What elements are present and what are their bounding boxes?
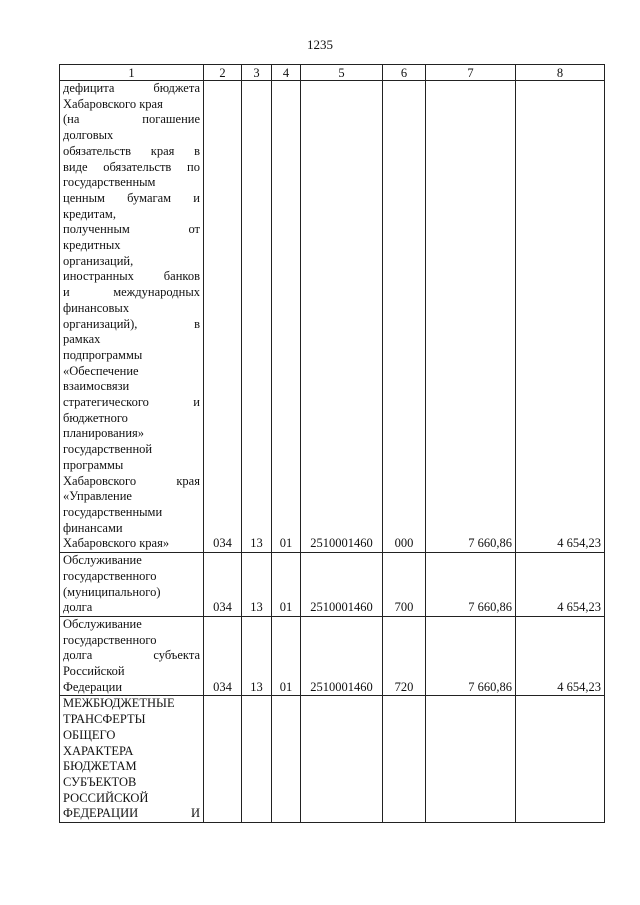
description-line: СУБЪЕКТОВ (63, 774, 137, 789)
description-line: Обслуживание (63, 616, 142, 631)
row-description (60, 553, 204, 617)
description-line: стратегического и (63, 395, 200, 410)
cell-amount-c7: 7 660,86 (426, 553, 516, 617)
column-header: 8 (516, 65, 605, 81)
description-line: подпрограммы (63, 347, 143, 362)
header-row (60, 65, 605, 81)
description-line: государственной (63, 442, 153, 457)
description-line: (муниципального) (63, 584, 161, 599)
cell-c5 (301, 696, 383, 823)
description-line: дефицита бюджета (63, 81, 200, 95)
description-line: «Обеспечение (63, 363, 139, 378)
description-line: долга (63, 600, 93, 615)
description-line: Хабаровского края (63, 96, 163, 111)
cell-c4: 01 (272, 553, 301, 617)
cell-c2: 034 (204, 81, 242, 553)
description-line: Обслуживание (63, 553, 142, 568)
cell-c2 (204, 696, 242, 823)
description-line: государственным (63, 175, 156, 190)
cell-c3: 13 (242, 81, 272, 553)
description-line: Федерации (63, 679, 123, 694)
table-row (60, 696, 605, 823)
description-line: ФЕДЕРАЦИИ И (63, 806, 200, 821)
description-line: Хабаровского края (63, 473, 200, 488)
description-line: долга субъекта (63, 648, 200, 663)
cell-amount-c7: 7 660,86 (426, 81, 516, 553)
description-line: иностранных банков (63, 269, 200, 284)
cell-c5: 2510001460 (301, 553, 383, 617)
description-line: государственного (63, 568, 157, 583)
budget-table (59, 64, 605, 823)
description-line: БЮДЖЕТАМ (63, 759, 137, 774)
cell-c6 (383, 696, 426, 823)
page-number: 1235 (307, 37, 333, 52)
description-line: финансовых (63, 300, 130, 315)
description-line: ТРАНСФЕРТЫ (63, 712, 146, 727)
cell-c5: 2510001460 (301, 81, 383, 553)
row-description (60, 696, 204, 823)
description-line: МЕЖБЮДЖЕТНЫЕ (63, 696, 175, 711)
description-line: кредитам, (63, 206, 116, 221)
cell-amount-c8: 4 654,23 (516, 616, 605, 696)
description-line: ОБЩЕГО (63, 727, 116, 742)
cell-c3 (242, 696, 272, 823)
column-header: 1 (60, 65, 204, 81)
cell-c6: 000 (383, 81, 426, 553)
cell-amount-c7: 7 660,86 (426, 616, 516, 696)
description-line: государственными (63, 504, 163, 519)
description-line: рамках (63, 332, 101, 347)
description-line: обязательств края в (63, 143, 200, 158)
cell-amount-c8: 4 654,23 (516, 81, 605, 553)
cell-c2: 034 (204, 616, 242, 696)
description-line: организаций, (63, 253, 134, 268)
description-line: планирования» (63, 426, 145, 441)
description-line: бюджетного (63, 410, 128, 425)
table-row (60, 616, 605, 696)
cell-c3: 13 (242, 553, 272, 617)
cell-c2: 034 (204, 553, 242, 617)
description-line: взаимосвязи (63, 379, 130, 394)
description-line: (на погашение (63, 112, 200, 127)
description-line: и международных (63, 285, 200, 300)
description-line: ХАРАКТЕРА (63, 743, 134, 758)
cell-c6: 720 (383, 616, 426, 696)
column-header: 3 (242, 65, 272, 81)
description-line: финансами (63, 520, 123, 535)
cell-c4: 01 (272, 81, 301, 553)
cell-c3: 13 (242, 616, 272, 696)
table-body (60, 81, 605, 823)
column-header: 6 (383, 65, 426, 81)
description-line: виде обязательств по (63, 159, 200, 174)
cell-c6: 700 (383, 553, 426, 617)
description-line: полученным от (63, 222, 200, 237)
description-line: РОССИЙСКОЙ (63, 790, 149, 805)
cell-amount-c7 (426, 696, 516, 823)
description-line: программы (63, 457, 124, 472)
cell-c5: 2510001460 (301, 616, 383, 696)
cell-amount-c8: 4 654,23 (516, 553, 605, 617)
description-line: организаций), в (63, 316, 200, 331)
description-line: Хабаровского края» (63, 536, 170, 551)
table-row (60, 81, 605, 553)
column-header: 2 (204, 65, 242, 81)
description-line: «Управление (63, 489, 132, 504)
cell-c4: 01 (272, 616, 301, 696)
table-row (60, 553, 605, 617)
cell-amount-c8 (516, 696, 605, 823)
description-line: кредитных (63, 238, 121, 253)
column-header: 4 (272, 65, 301, 81)
description-line: Российской (63, 664, 125, 679)
cell-c4 (272, 696, 301, 823)
description-line: ценным бумагам и (63, 190, 200, 205)
column-header: 7 (426, 65, 516, 81)
description-line: государственного (63, 632, 157, 647)
description-line: долговых (63, 128, 114, 143)
row-description (60, 81, 204, 553)
column-header: 5 (301, 65, 383, 81)
row-description (60, 616, 204, 696)
